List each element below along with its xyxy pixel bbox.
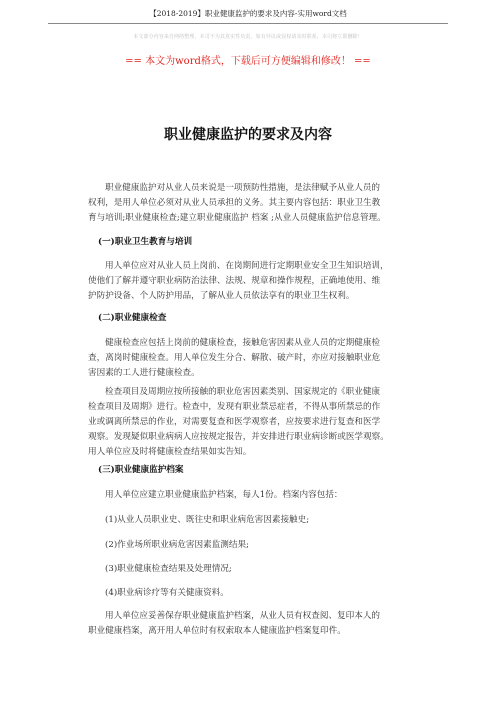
list-item: (1)从业人员职业史、既往史和职业病危害因素接触史;: [105, 515, 310, 525]
document-title: 职业健康监护的要求及内容: [164, 127, 332, 143]
paragraph-line: 用人单位应建立职业健康监护档案，每人1份。档案内容包括：: [105, 490, 343, 500]
records-item-1: [88, 513, 418, 528]
edit-notice: == 本文为word格式，下载后可方便编辑和修改！ ==: [125, 56, 371, 67]
intro-line: 职业健康监护对从业人员来说是一项预防性措施，是法律赋予从业人员的: [105, 183, 381, 193]
records-intro: [88, 488, 418, 503]
paragraph-line: 护防护设备、个人防护用品，了解从业人员依法享有的职业卫生权利。: [88, 291, 355, 301]
header-divider: [48, 23, 448, 24]
records-item-3: [88, 562, 418, 577]
paragraph-line: 观察。发现疑似职业病病人应按规定报告，并安排进行职业病诊断或医学观察。: [88, 432, 389, 442]
health-check-paragraph-2: [88, 385, 418, 460]
intro-paragraph: [88, 181, 418, 226]
records-item-4: [88, 586, 418, 601]
health-check-paragraph-1: [88, 336, 418, 381]
paragraph-line: 使他们了解并遵守职业病防治法律、法规、规章和操作规程，正确地使用、维: [88, 276, 381, 286]
paragraph-line: 用人单位应妥善保存职业健康监护档案，从业人员有权查阅、复印本人的: [105, 611, 381, 621]
paragraph-line: 用人单位应及时将健康检查结果如实告知。: [88, 447, 252, 457]
training-paragraph: [88, 259, 418, 304]
disclaimer-text: 本文部分内容来自网络整理，本司不为其真实性负责，如有异议或侵权请及时联系，本司将立即删除！: [133, 34, 363, 40]
list-item: (3)职业健康检查结果及处理情况;: [105, 564, 232, 574]
section-heading-health-check: (二)职业健康检查: [98, 313, 167, 323]
paragraph-line: 检查项目及周期应按所接触的职业危害因素类别、国家规定的《职业健康: [105, 387, 381, 397]
intro-line: 育与培训;职业健康检查;建立职业健康监护 档案 ;从业人员健康监护信息管理。: [88, 213, 386, 223]
paragraph-line: 用人单位应对从业人员上岗前、在岗期间进行定期职业安全卫生知识培训，: [105, 261, 389, 271]
intro-line: 权利，是用人单位必须对从业人员承担的义务。其主要内容包括：职业卫生教: [88, 198, 381, 208]
section-heading-records: (三)职业健康监护档案: [98, 465, 184, 475]
records-item-2: [88, 538, 418, 553]
paragraph-line: 害因素的工人进行健康检查。: [88, 368, 200, 378]
list-item: (2)作业场所职业病危害因素监测结果;: [105, 540, 249, 550]
paragraph-line: 业或调离所禁忌的作业，对需要复查和医学观察者，应按要求进行复查和医学: [88, 417, 381, 427]
records-closing-paragraph: [88, 609, 418, 639]
page-header-title: 【2018-2019】职业健康监护的要求及内容-实用word文档: [149, 9, 347, 18]
paragraph-line: 职业健康档案，离开用人单位时有权索取本人健康监护档案复印件。: [88, 626, 346, 636]
paragraph-line: 检查项目及周期》进行。检查中，发现有职业禁忌症者，不得从事所禁忌的作: [88, 402, 381, 412]
section-heading-training: (一)职业卫生教育与培训: [98, 237, 193, 247]
paragraph-line: 查，离岗时健康检查。用人单位发生分合、解散、破产时，亦应对接触职业危: [88, 353, 381, 363]
list-item: (4)职业病诊疗等有关健康资料。: [105, 588, 229, 598]
paragraph-line: 健康检查应包括上岗前的健康检查，接触危害因素从业人员的定期健康检: [105, 338, 381, 348]
